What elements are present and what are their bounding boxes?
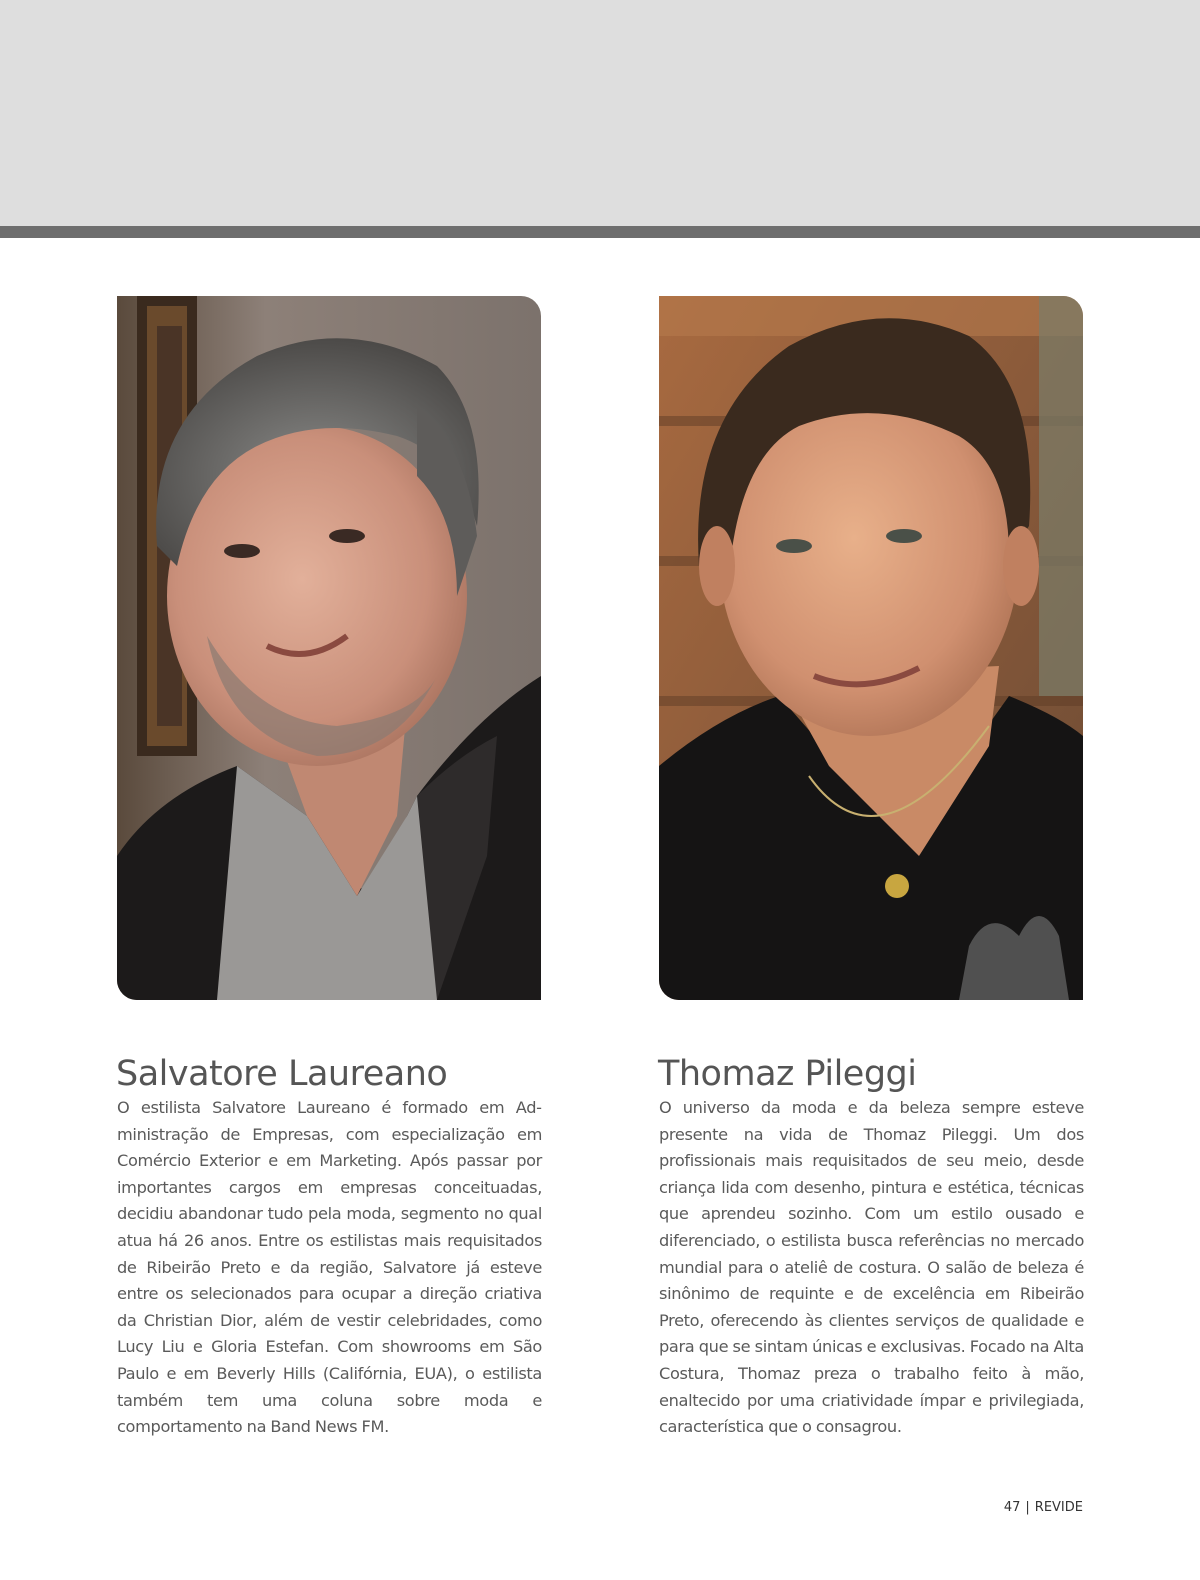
magazine-name: REVIDE xyxy=(1034,1500,1083,1515)
profile-name-thomaz: Thomaz Pileggi xyxy=(658,1054,917,1094)
portrait-photo-thomaz xyxy=(659,296,1083,1000)
header-gray-band xyxy=(0,0,1200,226)
footer-separator: | xyxy=(1025,1500,1030,1515)
portrait-photo-salvatore xyxy=(117,296,541,1000)
page-footer xyxy=(1004,1500,1083,1515)
profile-bio-thomaz: O universo da moda e da beleza sempre esteve presente na vida de Thomaz Pileggi. Um dos profissionais mais requisitados de seu meio, desde criança lida com desenho, pintura e estética, técnicas que aprendeu sozinho. Com um estilo ousado e diferenciado, o estilista busca referências no mercado mundial para o ateliê de costura. O salão de beleza é sinônimo de requinte e de excelência em Ribeirão Preto, oferecendo às clientes serviços de qualidade e para que se sintam únicas e exclusivas. Focado na Alta Costura, Thomaz preza o trabalho feito à mão, enaltecido por uma criatividade ímpar e privilegiada, característica que o consagrou. xyxy=(659,1098,1084,1437)
page-number: 47 xyxy=(1003,1500,1021,1515)
profile-bio-salvatore: O estilista Salvatore Laureano é formado em Administração de Empresas, com especialização em Comércio Exterior e em Marketing. Após passar por importantes cargos em empresas conceituadas, decidiu abandonar tudo pela moda, segmento no qual atua há 26 anos. Entre os estilistas mais requisitados de Ribeirão Preto e da região, Salvatore já esteve entre os selecionados para ocupar a direção criativa da Christian Dior, além de vestir celebridades, como Lucy Liu e Gloria Estefan. Com showrooms em São Paulo e em Beverly Hills (Califórnia, EUA), o estilista também tem uma coluna sobre moda e comportamento na Band News FM. xyxy=(117,1098,542,1437)
header-divider xyxy=(0,226,1200,238)
profile-name-salvatore: Salvatore Laureano xyxy=(116,1054,448,1094)
